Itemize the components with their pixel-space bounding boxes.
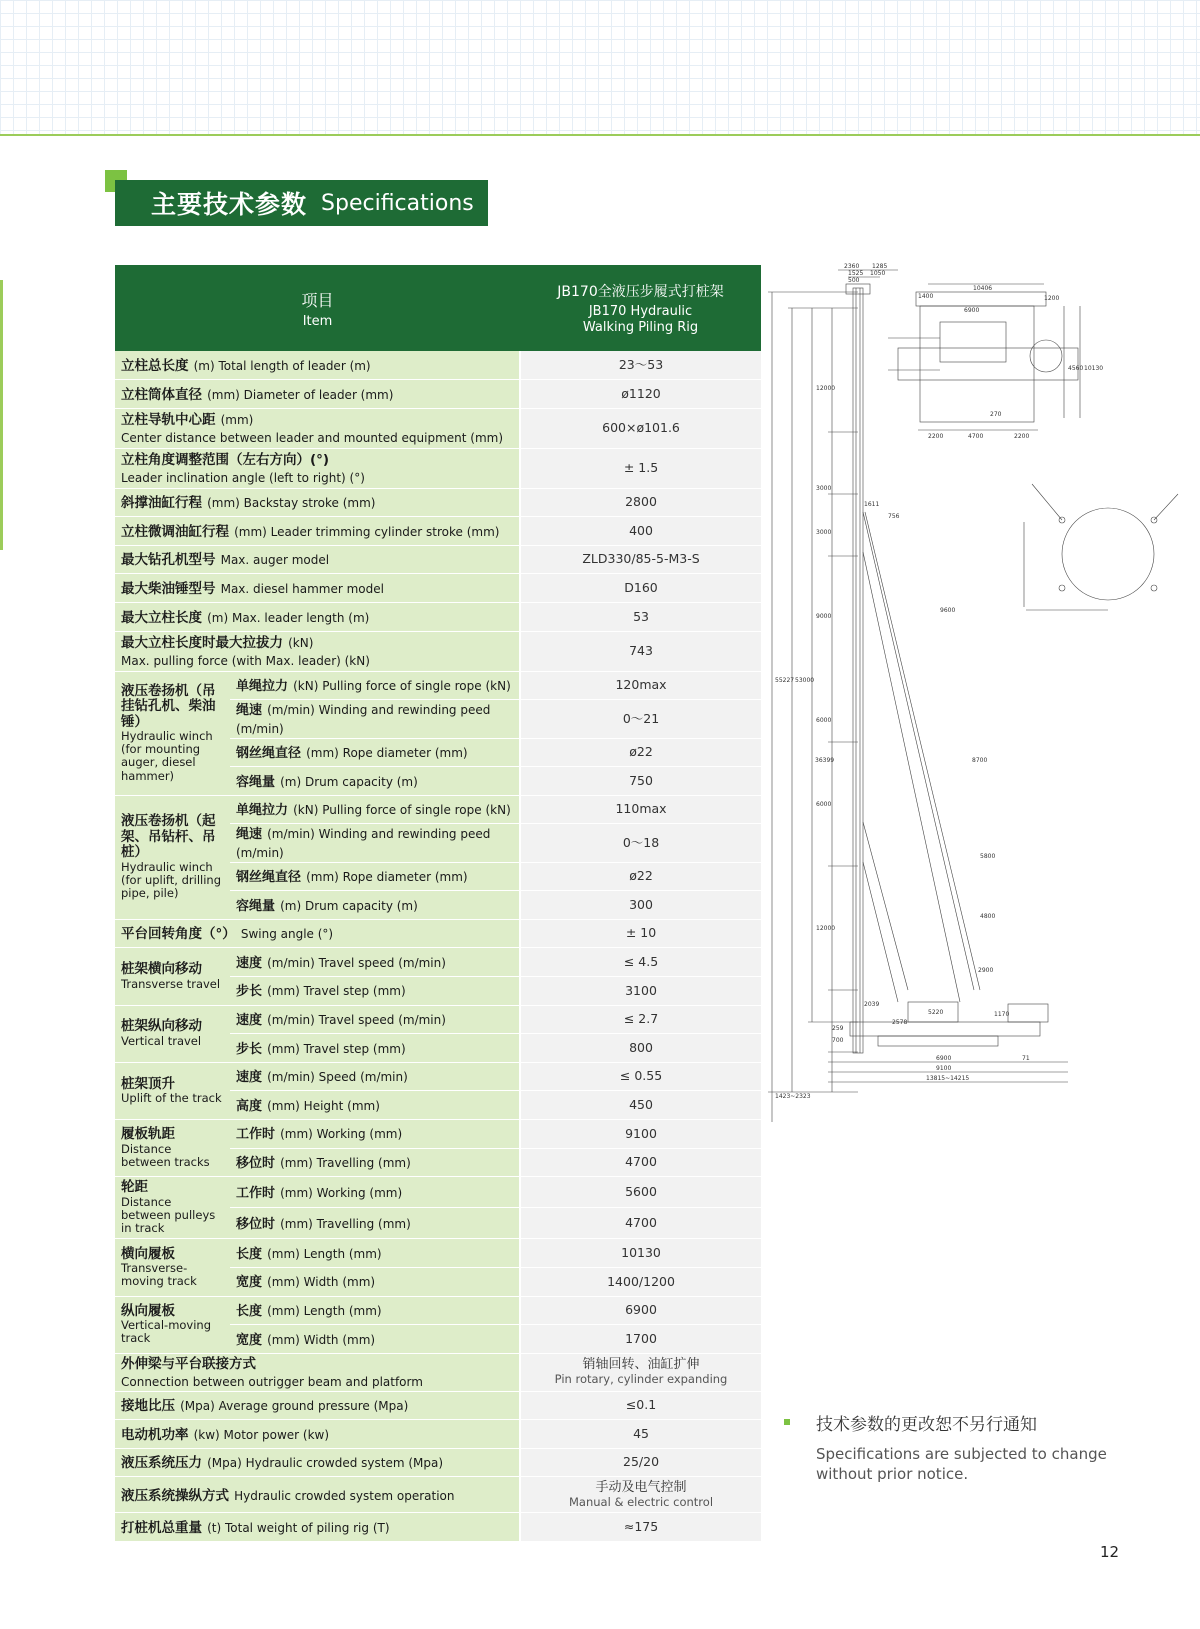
table-row: 最大柴油锤型号 Max. diesel hammer model D160: [115, 574, 761, 603]
section-title: [115, 180, 488, 226]
table-row: 桩架横向移动 Transverse travel 速度 (m/min) Travel speed (m/min) ≤ 4.5: [115, 948, 761, 977]
table-row: 绳速 (m/min) Winding and rewinding peed (m/min) 0～18: [115, 824, 761, 862]
group-label: 液压卷扬机（起架、吊钻杆、吊桩） Hydraulic winch (for uplift, drilling pipe, pile): [115, 795, 230, 919]
table-row: 液压卷扬机（吊挂钻孔机、柴油锤） Hydraulic winch (for mounting auger, diesel hammer) 单绳拉力 (kN) Pulling force of single rope (kN) 120max: [115, 671, 761, 700]
dim-label: 4560: [1068, 365, 1084, 372]
dim-label: 1525: [848, 270, 864, 277]
dim-label: 6000: [816, 717, 832, 724]
table-row: 外伸梁与平台联接方式 Connection between outrigger beam and platform 销轴回转、油缸扩伸 Pin rotary, cylinder expanding: [115, 1353, 761, 1391]
note-bullet-icon: [784, 1419, 790, 1425]
table-row: 最大立柱长度 (m) Max. leader length (m) 53: [115, 603, 761, 632]
table-row: 平台回转角度（°） Swing angle (°) ± 10: [115, 919, 761, 948]
table-row: 最大钻孔机型号 Max. auger model ZLD330/85-5-M3-S: [115, 545, 761, 574]
group-label: 桩架纵向移动 Vertical travel: [115, 1005, 230, 1062]
dim-label: 13815~14215: [926, 1075, 970, 1082]
table-row: 钢丝绳直径 (mm) Rope diameter (mm) ø22: [115, 738, 761, 767]
section-title-en: Specifications: [321, 190, 474, 216]
table-row: 钢丝绳直径 (mm) Rope diameter (mm) ø22: [115, 862, 761, 891]
table-row: 横向履板 Transverse-moving track 长度 (mm) Length (mm) 10130: [115, 1239, 761, 1268]
left-edge-accent: [0, 280, 3, 550]
dim-label: 1400: [918, 293, 934, 300]
table-row: 电动机功率 (kw) Motor power (kw) 45: [115, 1420, 761, 1449]
spec-table: [115, 265, 761, 1542]
dim-label: 9600: [940, 607, 956, 614]
dim-label: 12000: [816, 925, 836, 932]
table-row: 接地比压 (Mpa) Average ground pressure (Mpa) ≤0.1: [115, 1391, 761, 1420]
dim-label: 6900: [936, 1055, 952, 1062]
dim-label: 2900: [978, 967, 994, 974]
dim-label: 756: [888, 513, 900, 520]
table-row: 最大立柱长度时最大拉拔力 (kN) Max. pulling force (with Max. leader) (kN) 743: [115, 631, 761, 671]
dim-label: 500: [848, 277, 860, 284]
note-en: Specifications are subjected to change without prior notice.: [816, 1445, 1107, 1484]
dim-label: 3000: [816, 529, 832, 536]
dim-label: 1423~2323: [775, 1093, 811, 1100]
dim-label: 1170: [994, 1011, 1010, 1018]
table-row: 立柱角度调整范围（左右方向）(°) Leader inclination angle (left to right) (°) ± 1.5: [115, 448, 761, 488]
header-model: JB170全液压步履式打桩架 JB170 Hydraulic Walking Piling Rig: [520, 265, 761, 351]
table-row: 履板轨距 Distance between tracks 工作时 (mm) Working (mm) 9100: [115, 1120, 761, 1149]
dim-label: 4700: [968, 433, 984, 440]
dim-label: 9000: [816, 613, 832, 620]
table-row: 宽度 (mm) Width (mm) 1400/1200: [115, 1267, 761, 1296]
table-row: 立柱微调油缸行程 (mm) Leader trimming cylinder stroke (mm) 400: [115, 517, 761, 546]
header-item: 项目 Item: [115, 265, 520, 351]
dim-label: 270: [990, 411, 1002, 418]
piling-rig-drawing: [768, 262, 1188, 1132]
table-row: 步长 (mm) Travel step (mm) 800: [115, 1034, 761, 1063]
drawing-dimension-labels: [775, 263, 1103, 1100]
dim-label: 10130: [1084, 365, 1104, 372]
dim-label: 259: [832, 1025, 844, 1032]
group-label: 液压卷扬机（吊挂钻孔机、柴油锤） Hydraulic winch (for mounting auger, diesel hammer): [115, 671, 230, 795]
dim-label: 1200: [1044, 295, 1060, 302]
group-label: 纵向履板 Vertical-moving track: [115, 1296, 230, 1353]
header-divider: [0, 134, 1200, 136]
group-label: 履板轨距 Distance between tracks: [115, 1120, 230, 1177]
table-row: 桩架纵向移动 Vertical travel 速度 (m/min) Travel speed (m/min) ≤ 2.7: [115, 1005, 761, 1034]
table-row: 立柱筒体直径 (mm) Diameter of leader (mm) ø1120: [115, 380, 761, 409]
group-label: 横向履板 Transverse-moving track: [115, 1239, 230, 1296]
table-row: 宽度 (mm) Width (mm) 1700: [115, 1325, 761, 1354]
dim-label: 5220: [928, 1009, 944, 1016]
dim-label: 55227: [775, 677, 795, 684]
dim-label: 71: [1022, 1055, 1030, 1062]
dim-label: 53000: [795, 677, 815, 684]
table-row: 高度 (mm) Height (mm) 450: [115, 1091, 761, 1120]
dim-label: 12000: [816, 385, 836, 392]
dim-label: 36399: [815, 757, 835, 764]
group-label: 桩架顶升 Uplift of the track: [115, 1062, 230, 1119]
dim-label: 10406: [973, 285, 993, 292]
dim-label: 6000: [816, 801, 832, 808]
dim-label: 1050: [870, 270, 886, 277]
table-row: 液压系统操纵方式 Hydraulic crowded system operation 手动及电气控制 Manual & electric control: [115, 1477, 761, 1513]
table-row: 打桩机总重量 (t) Total weight of piling rig (T) ≈175: [115, 1513, 761, 1542]
table-row: 桩架顶升 Uplift of the track 速度 (m/min) Speed (m/min) ≤ 0.55: [115, 1062, 761, 1091]
table-row: 步长 (mm) Travel step (mm) 3100: [115, 977, 761, 1006]
table-row: 容绳量 (m) Drum capacity (m) 300: [115, 891, 761, 920]
page-number: 12: [1100, 1543, 1120, 1561]
table-row: 绳速 (m/min) Winding and rewinding peed (m/min) 0～21: [115, 700, 761, 738]
table-row: 移位时 (mm) Travelling (mm) 4700: [115, 1208, 761, 1239]
table-row: 立柱导轨中心距 (mm) Center distance between leader and mounted equipment (mm) 600×ø101.6: [115, 408, 761, 448]
dim-label: 8700: [972, 757, 988, 764]
header-grid-band: [0, 0, 1200, 134]
table-header-row: [115, 265, 761, 351]
table-row: 轮距 Distance between pulleys in track 工作时 (mm) Working (mm) 5600: [115, 1177, 761, 1208]
group-label: 轮距 Distance between pulleys in track: [115, 1177, 230, 1239]
dim-label: 2039: [864, 1001, 880, 1008]
table-row: 液压系统压力 (Mpa) Hydraulic crowded system (Mpa) 25/20: [115, 1448, 761, 1477]
dim-label: 2578: [892, 1019, 908, 1026]
table-row: 立柱总长度 (m) Total length of leader (m) 23～53: [115, 351, 761, 380]
dim-label: 4800: [980, 913, 996, 920]
dim-label: 1285: [872, 263, 888, 270]
dim-label: 1611: [864, 501, 880, 508]
dim-label: 2200: [928, 433, 944, 440]
table-row: 液压卷扬机（起架、吊钻杆、吊桩） Hydraulic winch (for uplift, drilling pipe, pile) 单绳拉力 (kN) Pulling force of single rope (kN) 110max: [115, 795, 761, 824]
dim-label: 2360: [844, 263, 860, 270]
dim-label: 2200: [1014, 433, 1030, 440]
group-label: 桩架横向移动 Transverse travel: [115, 948, 230, 1005]
dim-label: 3000: [816, 485, 832, 492]
dim-label: 700: [832, 1037, 844, 1044]
table-row: 斜撑油缸行程 (mm) Backstay stroke (mm) 2800: [115, 488, 761, 517]
table-row: 容绳量 (m) Drum capacity (m) 750: [115, 767, 761, 796]
section-title-cn: 主要技术参数: [151, 190, 308, 219]
note-cn: 技术参数的更改恕不另行通知: [816, 1415, 1037, 1435]
table-row: 移位时 (mm) Travelling (mm) 4700: [115, 1148, 761, 1177]
table-row: 纵向履板 Vertical-moving track 长度 (mm) Length (mm) 6900: [115, 1296, 761, 1325]
dim-label: 5800: [980, 853, 996, 860]
dim-label: 9100: [936, 1065, 952, 1072]
dim-label: 6900: [964, 307, 980, 314]
